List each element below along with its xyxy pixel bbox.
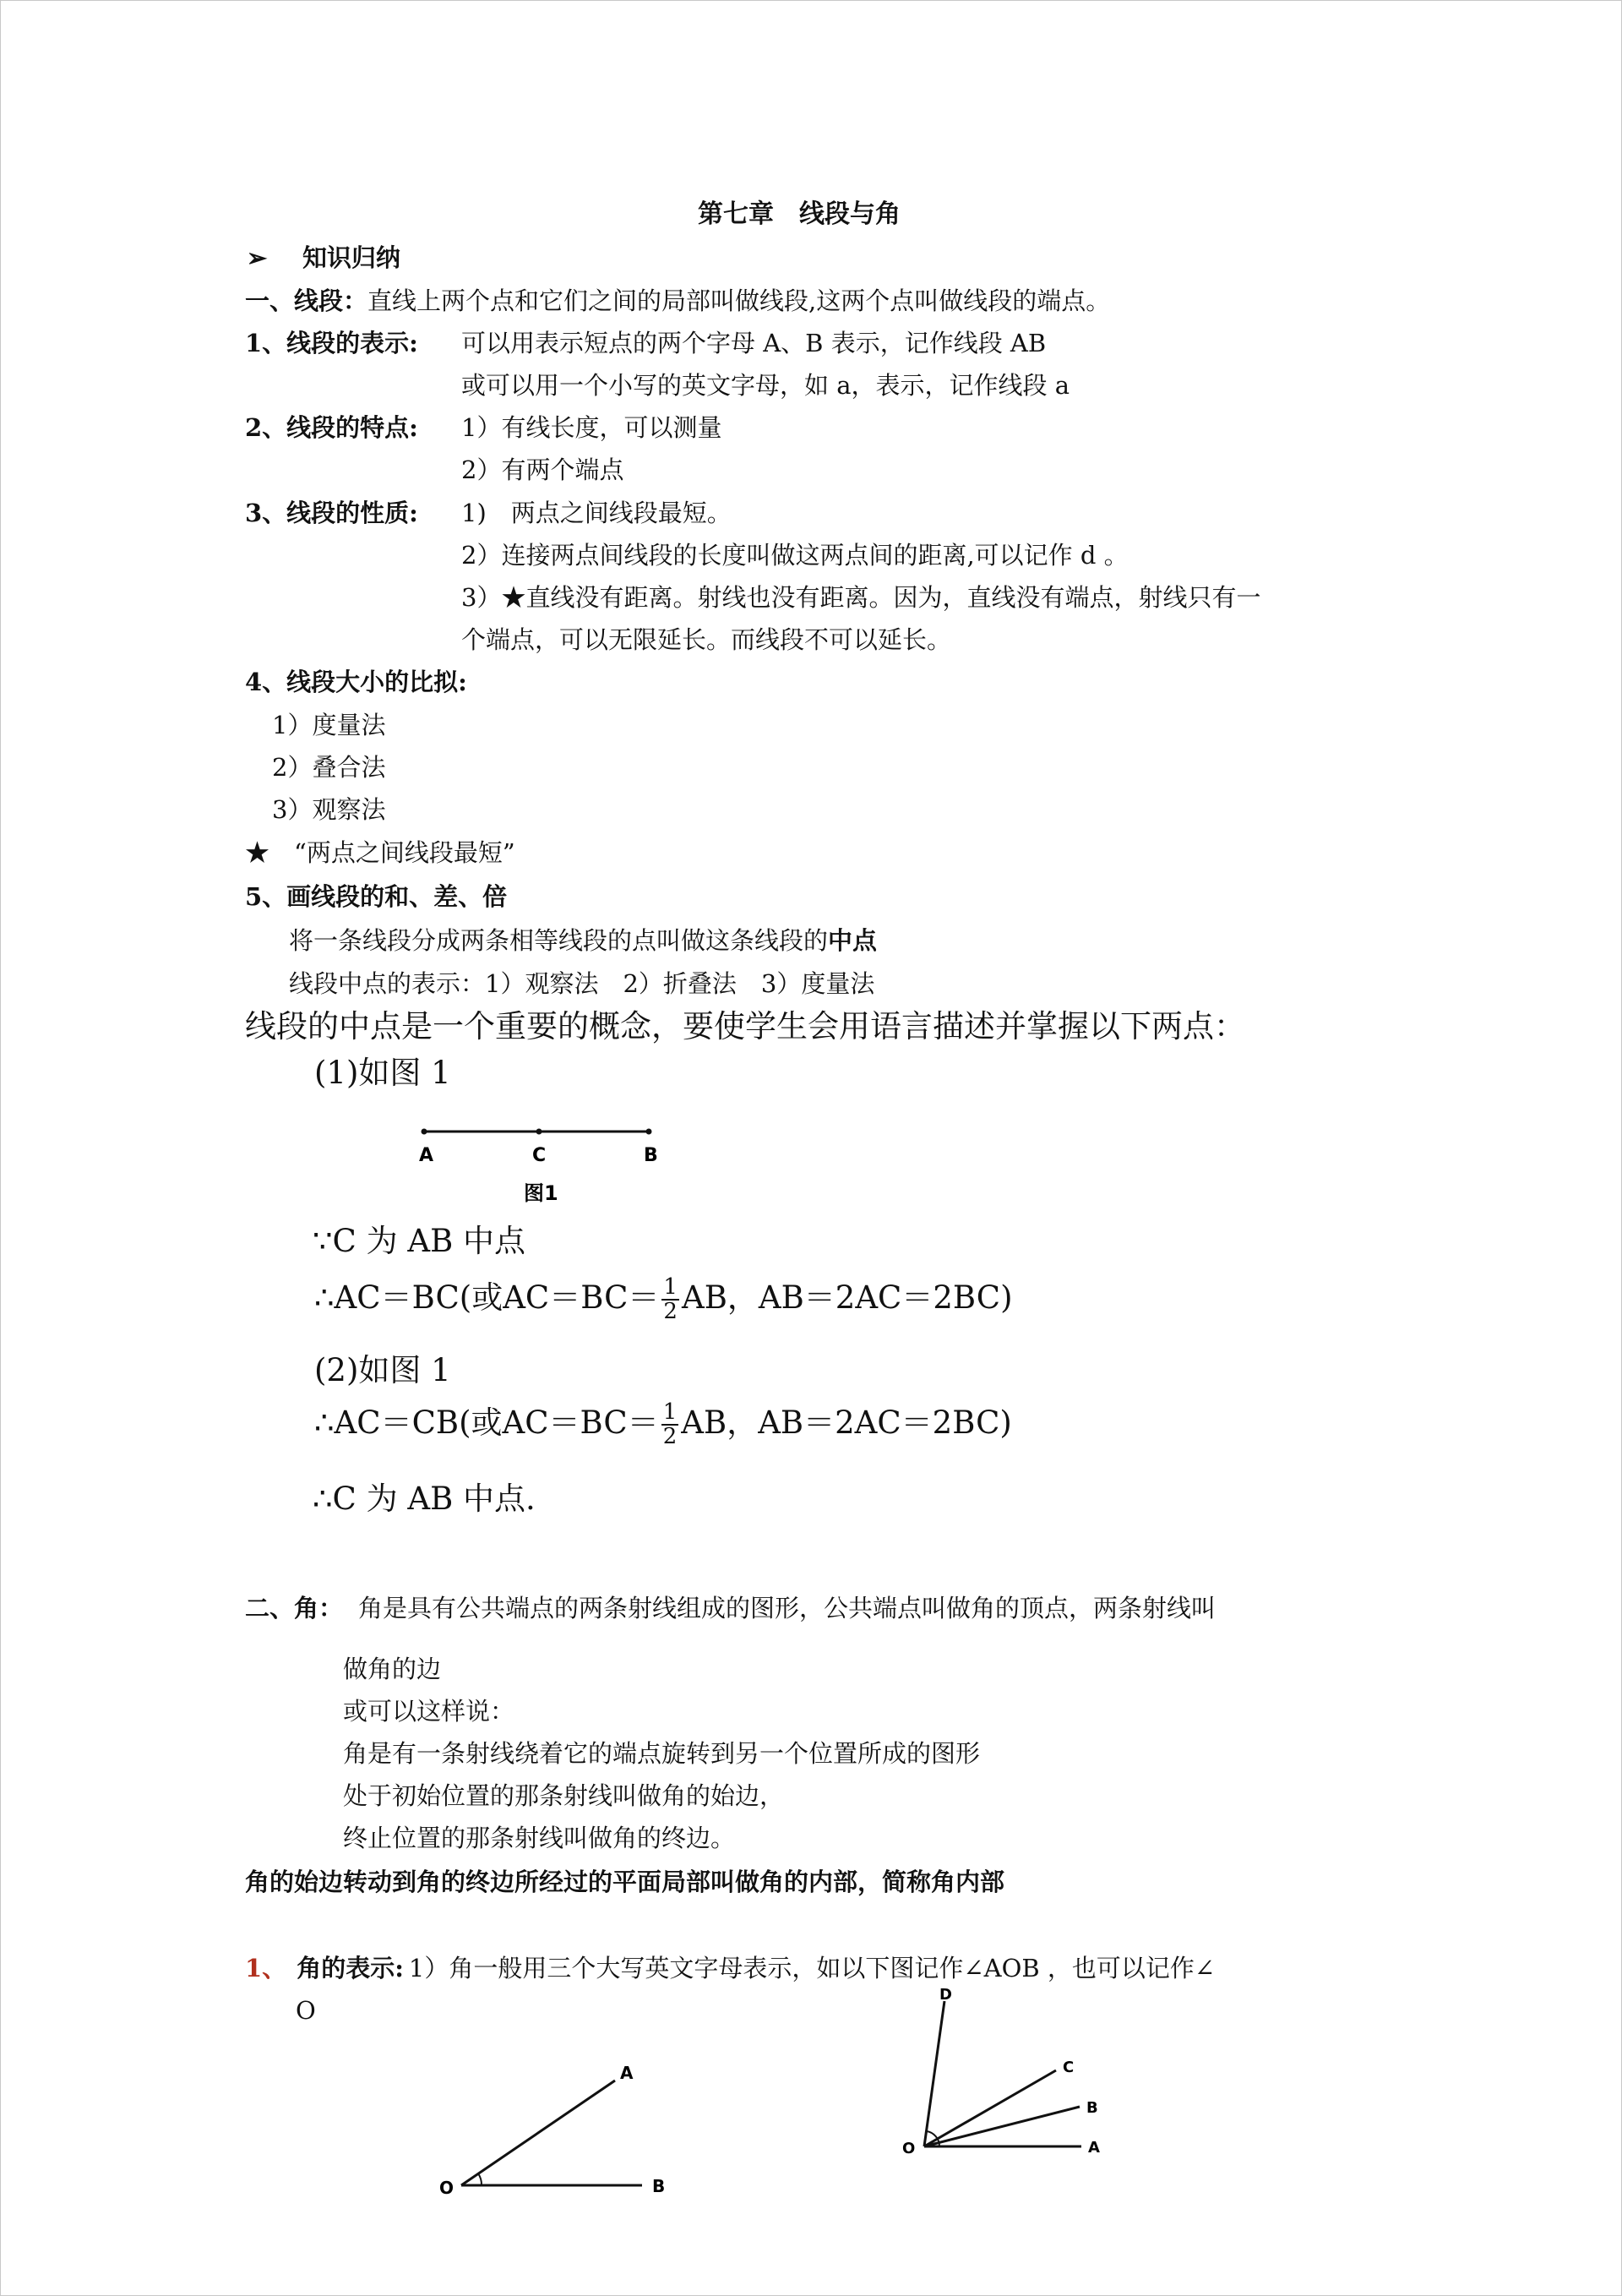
label-a: A (1088, 2139, 1100, 2155)
label-a: A (620, 2063, 634, 2083)
compare-method-3: 3）观察法 (272, 795, 386, 824)
compare-method-2: 2）叠合法 (272, 753, 386, 782)
feature-line-1: 1）有线长度，可以测量 (461, 413, 722, 442)
equation-1-pre: ∴AC＝BC(或AC＝BC＝ (314, 1279, 660, 1316)
label-b: B (1086, 2099, 1098, 2117)
section-heading: 知识归纳 (302, 243, 401, 272)
property-line-4: 个端点，可以无限延长。而线段不可以延长。 (461, 625, 952, 654)
repr-line-2: 或可以用一个小写的英文字母，如 a，表示，记作线段 a (461, 371, 1070, 400)
case-2-label: (2)如图 1 (314, 1352, 451, 1388)
ray-od (924, 2001, 944, 2146)
fraction-num: 1 (662, 1399, 678, 1425)
property-label: 3、线段的性质: (245, 499, 418, 527)
segment-text: 直线上两个点和它们之间的局部叫做线段,这两个点叫做线段的端点。 (367, 286, 1111, 315)
angle-interior: 角的始边转动到角的终边所经过的平面局部叫做角的内部，简称角内部 (245, 1868, 1005, 1896)
section-bullet-icon: ➢ (247, 243, 268, 272)
label-b: B (644, 1145, 658, 1166)
point-a (422, 1129, 427, 1135)
angle-representation (245, 1954, 1215, 1983)
fraction-den: 2 (663, 1299, 678, 1325)
therefore-line: ∴C 为 AB 中点. (313, 1481, 536, 1517)
angle-def-line-2: 做角的边 (343, 1655, 442, 1683)
midpoint-term: 中点 (828, 926, 878, 955)
angle-repr-line-2: O (296, 1996, 316, 2025)
angle-repr-label: 角的表示: (297, 1954, 404, 1982)
angle-repr-number: 1、 (245, 1954, 287, 1982)
repr-label: 1、线段的表示: (245, 329, 418, 357)
equation-2-post: AB，AB＝2AC＝2BC) (681, 1404, 1012, 1441)
equation-1-post: AB，AB＝2AC＝2BC) (681, 1279, 1013, 1316)
label-c: C (532, 1145, 547, 1166)
label-d: D (939, 1986, 952, 2004)
midpoint-definition (289, 926, 877, 956)
angle-def-line-5: 处于初始位置的那条射线叫做角的始边， (343, 1781, 785, 1810)
feature-label: 2、线段的特点: (245, 413, 418, 442)
midpoint-representation: 线段中点的表示：1）观察法 2）折叠法 3）度量法 (289, 969, 875, 998)
compare-method-1: 1）度量法 (272, 711, 386, 739)
angle-def-text: 角是具有公共端点的两条射线组成的图形，公共端点叫做角的顶点，两条射线叫 (358, 1594, 1216, 1622)
equation-1 (314, 1276, 1013, 1324)
angle-def-line-6: 终止位置的那条射线叫做角的终边。 (343, 1824, 736, 1852)
angle-label: 二、角： (245, 1594, 344, 1622)
label-o: O (902, 2140, 916, 2155)
midpoint-def-text: 将一条线段分成两条相等线段的点叫做这条线段的 (289, 926, 829, 955)
property-line-2: 2）连接两点间线段的长度叫做这两点间的距离,可以记作 d 。 (461, 541, 1129, 570)
case-1-label: (1)如图 1 (314, 1055, 451, 1091)
equation-2 (314, 1401, 1012, 1449)
segment-label: 一、线段： (245, 286, 368, 315)
multi-angle-figure (895, 1986, 1115, 2155)
property-line-1: 1) 两点之间线段最短。 (461, 499, 732, 527)
equation-2-pre: ∴AC＝CB(或AC＝BC＝ (314, 1404, 659, 1441)
fraction-half (661, 1401, 679, 1449)
fraction-den: 2 (662, 1424, 678, 1450)
ray-oa (461, 2081, 615, 2185)
property-line-3: 3）★直线没有距离。射线也没有距离。因为，直线没有端点，射线只有一 (461, 583, 1261, 612)
label-o: O (439, 2178, 454, 2197)
label-b: B (652, 2176, 666, 2196)
fraction-half (661, 1276, 679, 1324)
segment-definition (245, 286, 1110, 316)
label-a: A (419, 1145, 434, 1166)
point-b (646, 1129, 652, 1135)
point-c (536, 1129, 542, 1135)
angle-arc (478, 2173, 482, 2185)
figure-1-caption: 图1 (524, 1181, 558, 1205)
angle-def-line-3: 或可以这样说： (343, 1697, 515, 1726)
draw-segment-heading: 5、画线段的和、差、倍 (245, 882, 508, 911)
angle-def-line-4: 角是有一条射线绕着它的端点旋转到另一个位置所成的图形 (343, 1739, 981, 1768)
angle-aob-figure (431, 2045, 684, 2197)
midpoint-intro: 线段的中点是一个重要的概念，要使学生会用语言描述并掌握以下两点： (245, 1008, 1245, 1044)
feature-line-2: 2）有两个端点 (461, 455, 624, 484)
figure-1 (406, 1115, 676, 1208)
ray-ob (924, 2107, 1080, 2146)
compare-label: 4、线段大小的比拟: (245, 668, 467, 696)
fraction-num: 1 (663, 1274, 678, 1300)
angle-repr-text: 1）角一般用三个大写英文字母表示，如以下图记作∠AOB ，也可以记作∠ (408, 1954, 1216, 1982)
star-note: ★ “两点之间线段最短” (245, 838, 515, 867)
page-title: 第七章 线段与角 (698, 199, 901, 229)
because-line: ∵C 为 AB 中点 (313, 1223, 526, 1259)
label-c: C (1063, 2059, 1075, 2076)
ray-oc (924, 2070, 1056, 2146)
repr-line-1: 可以用表示短点的两个字母 A、B 表示，记作线段 AB (461, 329, 1047, 357)
angle-definition (245, 1594, 1216, 1623)
